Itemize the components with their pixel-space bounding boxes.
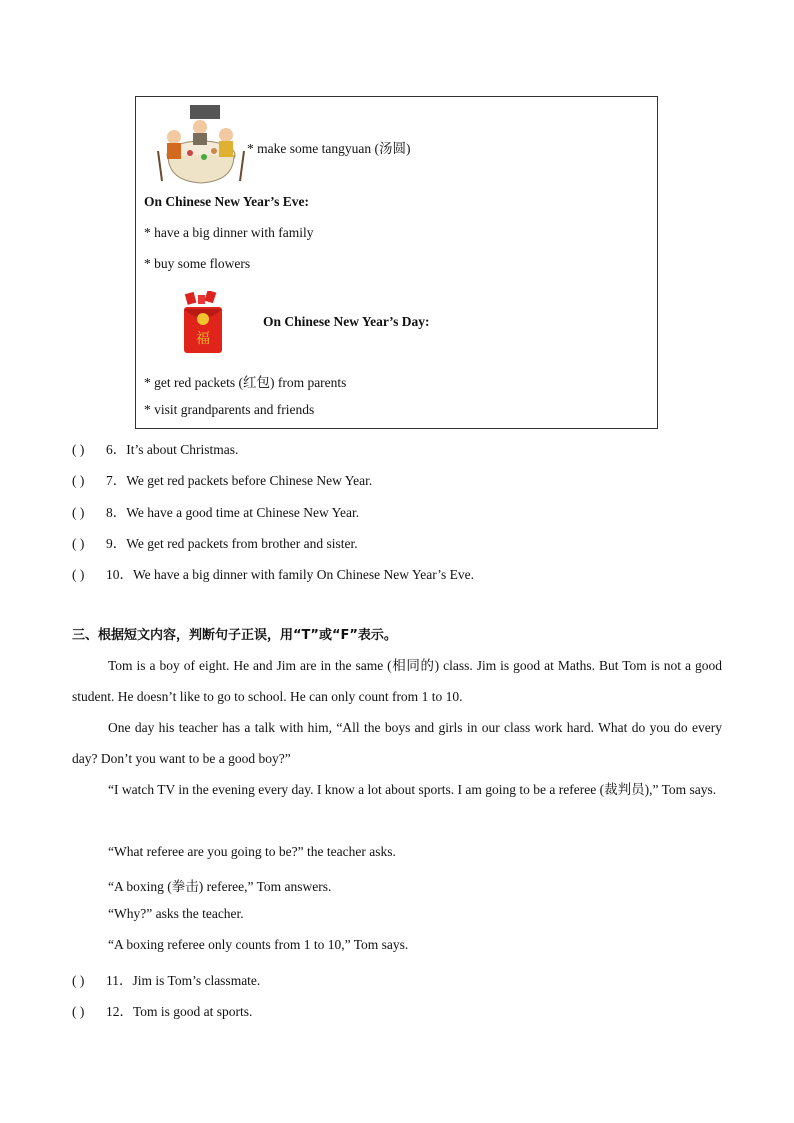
answer-blank[interactable]: ( ) (72, 505, 85, 520)
eve-item-2: * buy some flowers (144, 256, 251, 271)
passage-paragraph-7: “A boxing referee only counts from 1 to 10,” Tom says. (108, 937, 409, 952)
question-8 (72, 501, 359, 521)
eve-heading: On Chinese New Year’s Eve: (144, 194, 309, 209)
question-text: 10．We have a big dinner with family On Chinese New Year’s Eve. (106, 567, 474, 582)
passage-paragraph-4: “What referee are you going to be?” the teacher asks. (108, 844, 396, 859)
answer-blank[interactable]: ( ) (72, 442, 85, 457)
passage-paragraph-5: “A boxing (拳击) referee,” Tom answers. (108, 879, 332, 894)
eve-item-1: * have a big dinner with family (144, 225, 314, 240)
answer-blank[interactable]: ( ) (72, 473, 85, 488)
answer-blank[interactable]: ( ) (72, 536, 85, 551)
answer-blank[interactable]: ( ) (72, 1004, 85, 1019)
tangyuan-item: * make some tangyuan (汤圆) (247, 141, 411, 156)
red-packet-image (180, 291, 226, 355)
question-10 (72, 563, 474, 583)
passage-paragraph-3: “I watch TV in the evening every day. I know a lot about sports. I am going to be a referee (裁判员),” Tom says. (108, 782, 717, 797)
section-title: 三、根据短文内容，判断句子正误，用“T”或“F”表示。 (72, 628, 397, 643)
question-text: 11．Jim is Tom’s classmate. (106, 973, 261, 988)
question-text: 6．It’s about Christmas. (106, 442, 239, 457)
question-text: 9．We get red packets from brother and sister. (106, 536, 358, 551)
answer-blank[interactable]: ( ) (72, 567, 85, 582)
question-11 (72, 969, 260, 989)
question-text: 12．Tom is good at sports. (106, 1004, 253, 1019)
question-6 (72, 438, 238, 458)
day-heading: On Chinese New Year’s Day: (263, 314, 430, 329)
red-packet-char: 福 (196, 331, 210, 347)
passage-paragraph-2: One day his teacher has a talk with him, “All the boys and girls in our class work hard. What do you do every day? Don’t you want to be a good boy?” (72, 720, 722, 766)
question-text: 8．We have a good time at Chinese New Year. (106, 505, 360, 520)
question-7 (72, 469, 372, 489)
day-item-2: * visit grandparents and friends (144, 402, 315, 417)
question-text: 7．We get red packets before Chinese New Year. (106, 473, 373, 488)
day-item-1: * get red packets (红包) from parents (144, 375, 347, 390)
answer-blank[interactable]: ( ) (72, 973, 85, 988)
family-dinner-image (154, 105, 248, 187)
info-box (135, 96, 658, 429)
passage-paragraph-1: Tom is a boy of eight. He and Jim are in the same (相同的) class. Jim is good at Maths. But Tom is not a good student. He doesn’t like to go to school. He can only count from 1 to 10. (72, 658, 722, 704)
question-9 (72, 532, 358, 552)
passage-paragraph-6: “Why?” asks the teacher. (108, 906, 244, 921)
question-12 (72, 1000, 252, 1020)
